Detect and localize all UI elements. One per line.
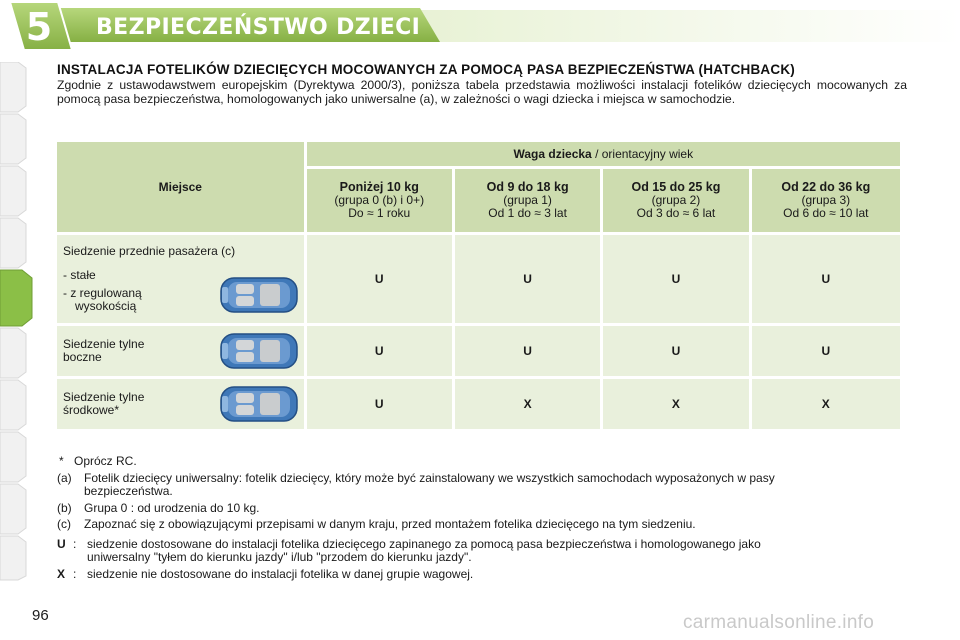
seat-position-label-cont: boczne — [63, 350, 102, 364]
footnote — [57, 502, 917, 516]
chapter-header — [0, 0, 960, 54]
compatibility-cell: U — [307, 379, 452, 429]
column-age: Do ≈ 1 roku — [348, 206, 411, 220]
footnote-text: Grupa 0 : od urodzenia do 10 kg. — [84, 500, 260, 515]
legend — [57, 538, 917, 582]
seat-option-fixed: - stałe — [63, 268, 96, 282]
table-row — [57, 379, 900, 429]
seat-option-adjustable-cont: wysokością — [75, 299, 137, 313]
footnote — [57, 455, 917, 469]
compatibility-cell: U — [455, 326, 600, 376]
column-header — [752, 169, 900, 232]
chapter-title: BEZPIECZEŃSTWO DZIECI — [96, 15, 421, 40]
column-group: (grupa 0 (b) i 0+) — [334, 193, 425, 207]
legend-key: U — [57, 536, 66, 551]
seat-position-label: Siedzenie tylne — [63, 337, 145, 351]
footnote-text: Oprócz RC. — [74, 454, 137, 468]
section-intro: Zgodnie z ustawodawstwem europejskim (Dyrektywa 2000/3), poniższa tabela przedstawia możliwości instalacji fotelików dziecięcych mocowanych za pomocą pasa bezpieczeństwa, homologowanych jako uniwersalne (a), w zależności o wagi dziecka i miejsca w samochodzie. — [57, 78, 907, 106]
chapter-number: 5 — [25, 5, 53, 49]
page-number: 96 — [32, 607, 49, 624]
weight-header-rest: / orientacyjny wiek — [591, 147, 694, 161]
watermark: carmanualsonline.info — [683, 612, 875, 633]
child-seat-table — [54, 139, 903, 432]
place-header: Miejsce — [158, 180, 202, 194]
legend-text: siedzenie nie dostosowane do instalacji fotelika w danej grupie wagowej. — [87, 566, 474, 581]
compatibility-cell: X — [752, 379, 900, 429]
weight-header-cell — [307, 142, 900, 166]
car-seat-diagram-icon — [220, 384, 298, 424]
compatibility-cell: U — [307, 326, 452, 376]
column-group: (grupa 2) — [651, 193, 701, 207]
chapter-side-tabs — [0, 62, 40, 582]
seat-position-label: Siedzenie przednie pasażera (c) — [63, 244, 236, 258]
seat-position-label: Siedzenie tylne — [63, 390, 145, 404]
column-header — [455, 169, 600, 232]
compatibility-cell: U — [603, 235, 748, 323]
car-seat-diagram-icon — [220, 331, 298, 371]
table-row — [57, 235, 900, 323]
compatibility-cell: U — [752, 326, 900, 376]
seat-position-cell — [57, 379, 304, 429]
section-content — [57, 62, 907, 106]
place-header-cell — [57, 142, 304, 232]
column-age: Od 1 do ≈ 3 lat — [488, 206, 567, 220]
compatibility-cell: U — [752, 235, 900, 323]
legend-text: siedzenie dostosowane do instalacji fotelika dziecięcego zapinanego za pomocą pasa bezpieczeństwa i homologowanego jako uniwersalny "tyłem do kierunku jazdy" i/lub "przodem do kierunku jazdy". — [87, 536, 761, 564]
footnote — [57, 472, 917, 499]
compatibility-cell: U — [307, 235, 452, 323]
column-age: Od 6 do ≈ 10 lat — [783, 206, 869, 220]
active-chapter-tab — [0, 270, 32, 326]
footnote — [57, 518, 917, 532]
legend-item: X : siedzenie nie dostosowane do instalacji fotelika w danej grupie wagowej. — [57, 568, 917, 582]
table-row — [57, 326, 900, 376]
compatibility-cell: X — [603, 379, 748, 429]
column-header — [307, 169, 452, 232]
seat-position-cell — [57, 326, 304, 376]
seat-position-label-cont: środkowe* — [63, 403, 120, 417]
footnote-text: Fotelik dziecięcy uniwersalny: fotelik dziecięcy, który może być zainstalowany we wszystkich samochodach wyposażonych w pasy bezpieczeństwa. — [84, 470, 775, 498]
column-age: Od 3 do ≈ 6 lat — [636, 206, 716, 220]
column-group: (grupa 1) — [503, 193, 552, 207]
column-title: Poniżej 10 kg — [339, 180, 419, 194]
column-group: (grupa 3) — [801, 193, 851, 207]
seat-position-cell — [57, 235, 304, 323]
footnote-key: (c) — [57, 517, 71, 531]
weight-header-bold: Waga dziecka — [513, 147, 592, 161]
footnote-key: (a) — [57, 470, 72, 485]
seat-option-adjustable: - z regulowaną — [63, 286, 142, 300]
footnote-text: Zapoznać się z obowiązującymi przepisami w danym kraju, przed montażem fotelika dziecięcego na tym siedzeniu. — [84, 517, 696, 531]
footnote-key: * — [59, 454, 64, 468]
compatibility-cell: X — [455, 379, 600, 429]
section-title: INSTALACJA FOTELIKÓW DZIECIĘCYCH MOCOWANYCH ZA POMOCĄ PASA BEZPIECZEŃSTWA (HATCHBACK) — [57, 62, 795, 77]
compatibility-cell: U — [455, 235, 600, 323]
side-tab-strip — [0, 62, 40, 582]
footnotes — [57, 455, 917, 584]
column-title: Od 22 do 36 kg — [781, 180, 871, 194]
column-title: Od 9 do 18 kg — [486, 180, 569, 194]
car-seat-diagram-icon — [220, 275, 298, 315]
legend-item: U : siedzenie dostosowane do instalacji fotelika dziecięcego zapinanego za pomocą pasa bezpieczeństwa i homologowanego jako uniwersalny "tyłem do kierunku jazdy" i/lub "przodem do kierunku jazdy". — [57, 538, 917, 565]
legend-key: X — [57, 566, 66, 581]
footnote-key: (b) — [57, 500, 72, 515]
compatibility-cell: U — [603, 326, 748, 376]
column-title: Od 15 do 25 kg — [631, 180, 721, 194]
column-header — [603, 169, 748, 232]
